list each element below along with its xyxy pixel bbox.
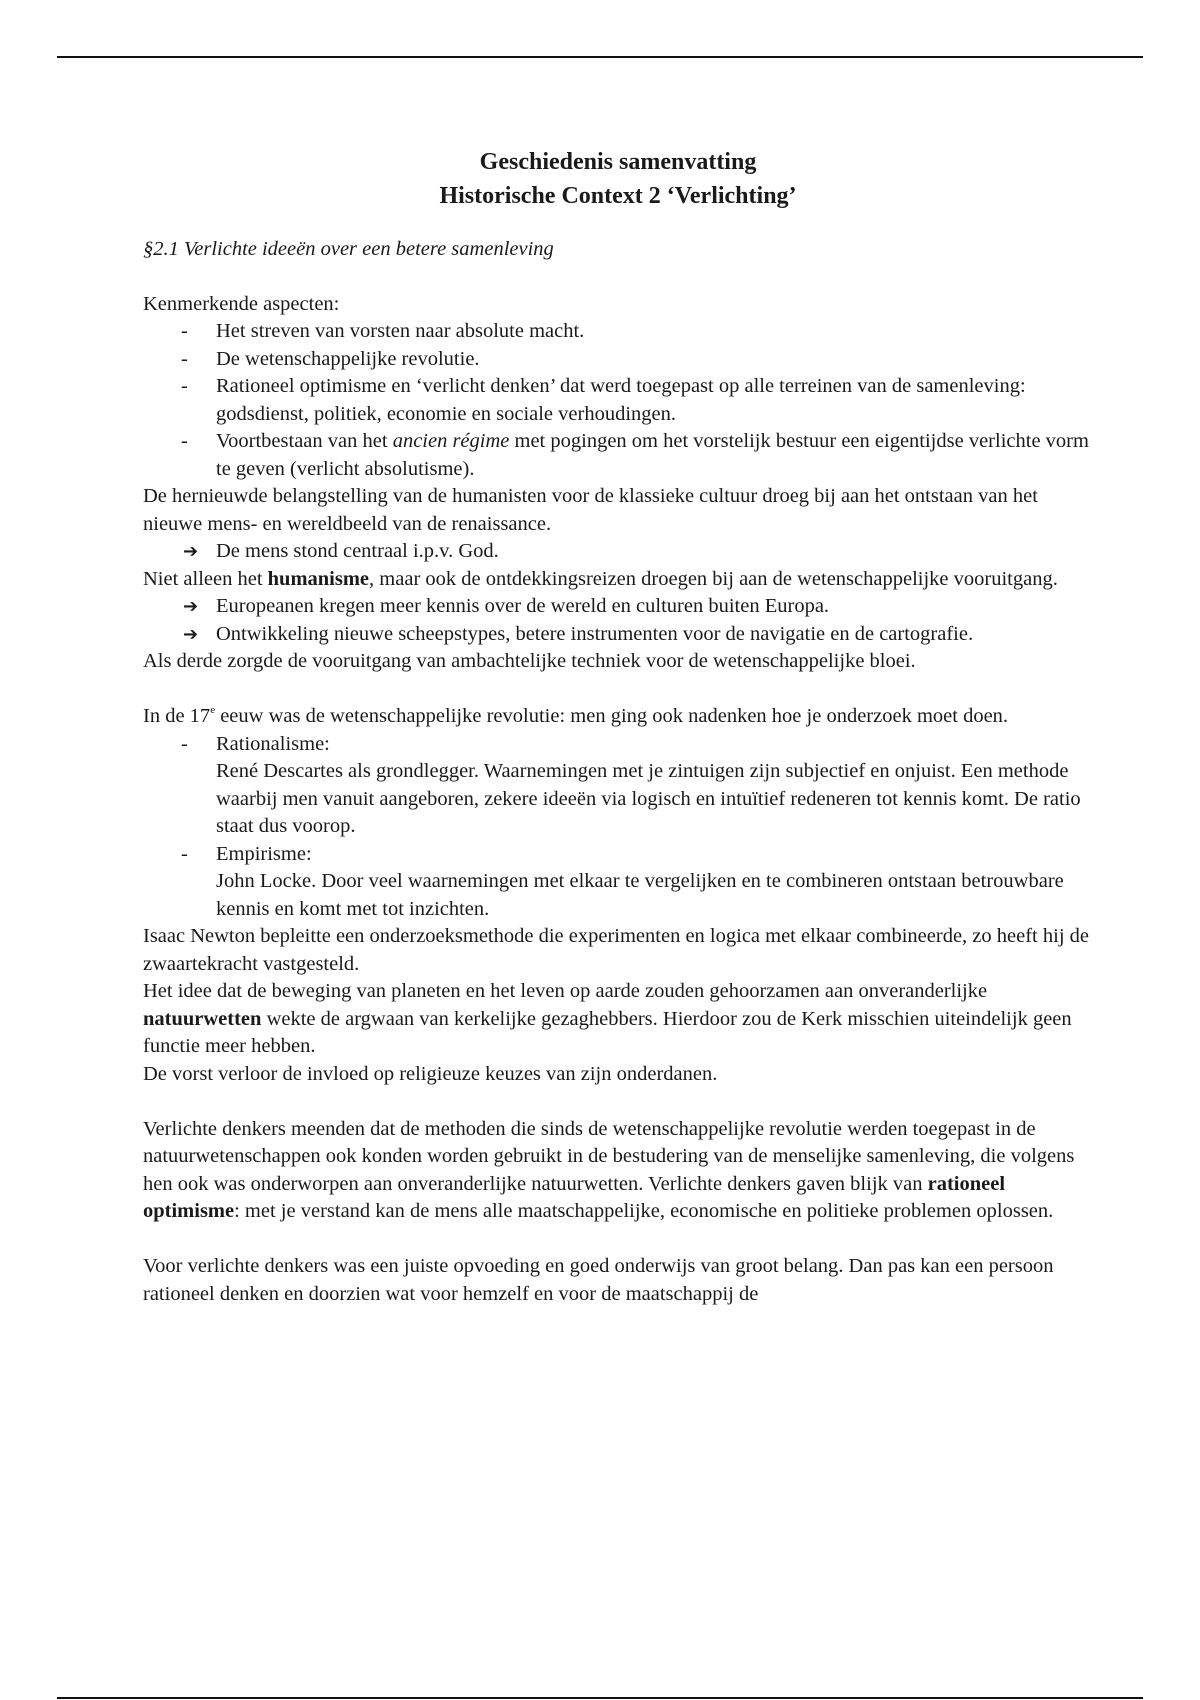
denkers-text-after: : met je verstand kan de mens alle maatschappelijke, economische en politieke problemen oplossen. xyxy=(234,1200,1054,1222)
humanisme-text-after: , maar ook de ontdekkingsreizen droegen bij aan de wetenschappelijke vooruitgang. xyxy=(369,567,1058,590)
list-item xyxy=(143,731,1093,841)
list-item: - Het streven van vorsten naar absolute macht. xyxy=(143,318,1093,346)
section-heading: §2.1 Verlichte ideeën over een betere samenleving xyxy=(143,238,554,260)
empirisme-text: John Locke. Door veel waarnemingen met elkaar te vergelijken en te combineren ontstaan betrouwbare kennis en komt met tot inzichten. xyxy=(216,870,1064,920)
humanisten-paragraph: De hernieuwde belangstelling van de humanisten voor de klassieke cultuur droeg bij aan het ontstaan van het nieuwe mens- en wereldbeeld van de renaissance. xyxy=(143,485,1038,535)
century-superscript: e xyxy=(210,704,216,716)
kenmerkende-intro: Kenmerkende aspecten: xyxy=(143,292,340,315)
newton-line-2 xyxy=(143,978,1093,1061)
newton-text-before: Het idee dat de beweging van planeten en het leven op aarde zouden gehoorzamen aan onveranderlijke xyxy=(143,980,988,1002)
list-item: - Rationeel optimisme en ‘verlicht denken’ dat werd toegepast op alle terreinen van de samenleving: godsdienst, politiek, economie en sociale verhoudingen. xyxy=(143,373,1093,428)
revolutie-list xyxy=(143,731,1093,924)
opvoeding-paragraph: Voor verlichte denkers was een juiste opvoeding en goed onderwijs van groot belang. Dan pas kan een persoon rationeel denken en doorzien wat voor hemzelf en voor de maatschappij de xyxy=(143,1255,1054,1305)
footer-rule xyxy=(57,1697,1143,1699)
natuurwetten-term: natuurwetten xyxy=(143,1007,262,1030)
kenmerkende-list xyxy=(143,318,1093,483)
rationalisme-label: - Rationalisme: xyxy=(216,732,330,755)
arrow-item: ➔ Ontwikkeling nieuwe scheepstypes, betere instrumenten voor de navigatie en de cartografie. xyxy=(143,621,1093,649)
revolutie-paragraph xyxy=(143,703,1093,731)
newton-line-3: De vorst verloor de invloed op religieuze keuzes van zijn onderdanen. xyxy=(143,1062,718,1085)
rationeel-optimisme-term: rationeel optimisme xyxy=(143,1172,1006,1222)
ancien-regime-term: ancien régime xyxy=(392,430,510,452)
document-body xyxy=(143,145,1093,1308)
denkers-paragraph xyxy=(143,1116,1093,1226)
revolutie-text-before: In de 17 xyxy=(143,705,211,727)
header-rule xyxy=(57,56,1143,58)
humanisme-paragraph xyxy=(143,566,1093,594)
empirisme-label: - Empirisme: xyxy=(216,842,312,865)
newton-text-after: wekte de argwaan van kerkelijke gezaghebbers. Hierdoor zou de Kerk misschien uiteindelijk geen functie meer hebben. xyxy=(143,1007,1072,1057)
newton-line-1: Isaac Newton bepleitte een onderzoeksmethode die experimenten en logica met elkaar combineerde, zo heeft hij de zwaartekracht vastgesteld. xyxy=(143,925,1089,975)
document-title xyxy=(143,145,1093,213)
newton-block xyxy=(143,923,1093,1088)
arrow-item: ➔ De mens stond centraal i.p.v. God. xyxy=(143,538,1093,566)
denkers-text-before: Verlichte denkers meenden dat de methoden die sinds de wetenschappelijke revolutie werden toegepast in de natuurwetenschappen ook konden worden gebruikt in de bestudering van de menselijke samenleving, die volgens hen ook was onderworpen aan onveranderlijke natuurwetten. Verlichte denkers gaven blijk van xyxy=(143,1117,1075,1195)
ambacht-paragraph: Als derde zorgde de vooruitgang van ambachtelijke techniek voor de wetenschappelijke bloei. xyxy=(143,650,916,672)
rationalisme-text: René Descartes als grondlegger. Waarnemingen met je zintuigen zijn subjectief en onjuist. Een methode waarbij men vanuit aangeboren, zekere ideeën via logisch en intuïtief redeneren tot kennis komt. De ratio staat dus voorop. xyxy=(216,760,1081,837)
humanisme-term: humanisme xyxy=(267,567,370,590)
title-line-1: Geschiedenis samenvatting xyxy=(479,149,757,175)
title-line-2: Historische Context 2 ‘Verlichting’ xyxy=(439,183,797,209)
humanisten-arrow-list xyxy=(143,538,1093,566)
list-item xyxy=(143,841,1093,924)
list-item: - De wetenschappelijke revolutie. xyxy=(143,346,1093,374)
item4-text-after: met pogingen om het vorstelijk bestuur een eigentijdse verlichte vorm te geven (verlicht absolutisme). xyxy=(216,430,1089,480)
item4-text-before: Voortbestaan van het xyxy=(216,430,393,452)
arrow-item: ➔ Europeanen kregen meer kennis over de wereld en culturen buiten Europa. xyxy=(143,593,1093,621)
list-item xyxy=(143,428,1093,483)
revolutie-text-after: eeuw was de wetenschappelijke revolutie: men ging ook nadenken hoe je onderzoek moet doen. xyxy=(215,705,1009,727)
humanisme-arrow-list xyxy=(143,593,1093,648)
humanisme-text-before: Niet alleen het xyxy=(143,567,268,590)
